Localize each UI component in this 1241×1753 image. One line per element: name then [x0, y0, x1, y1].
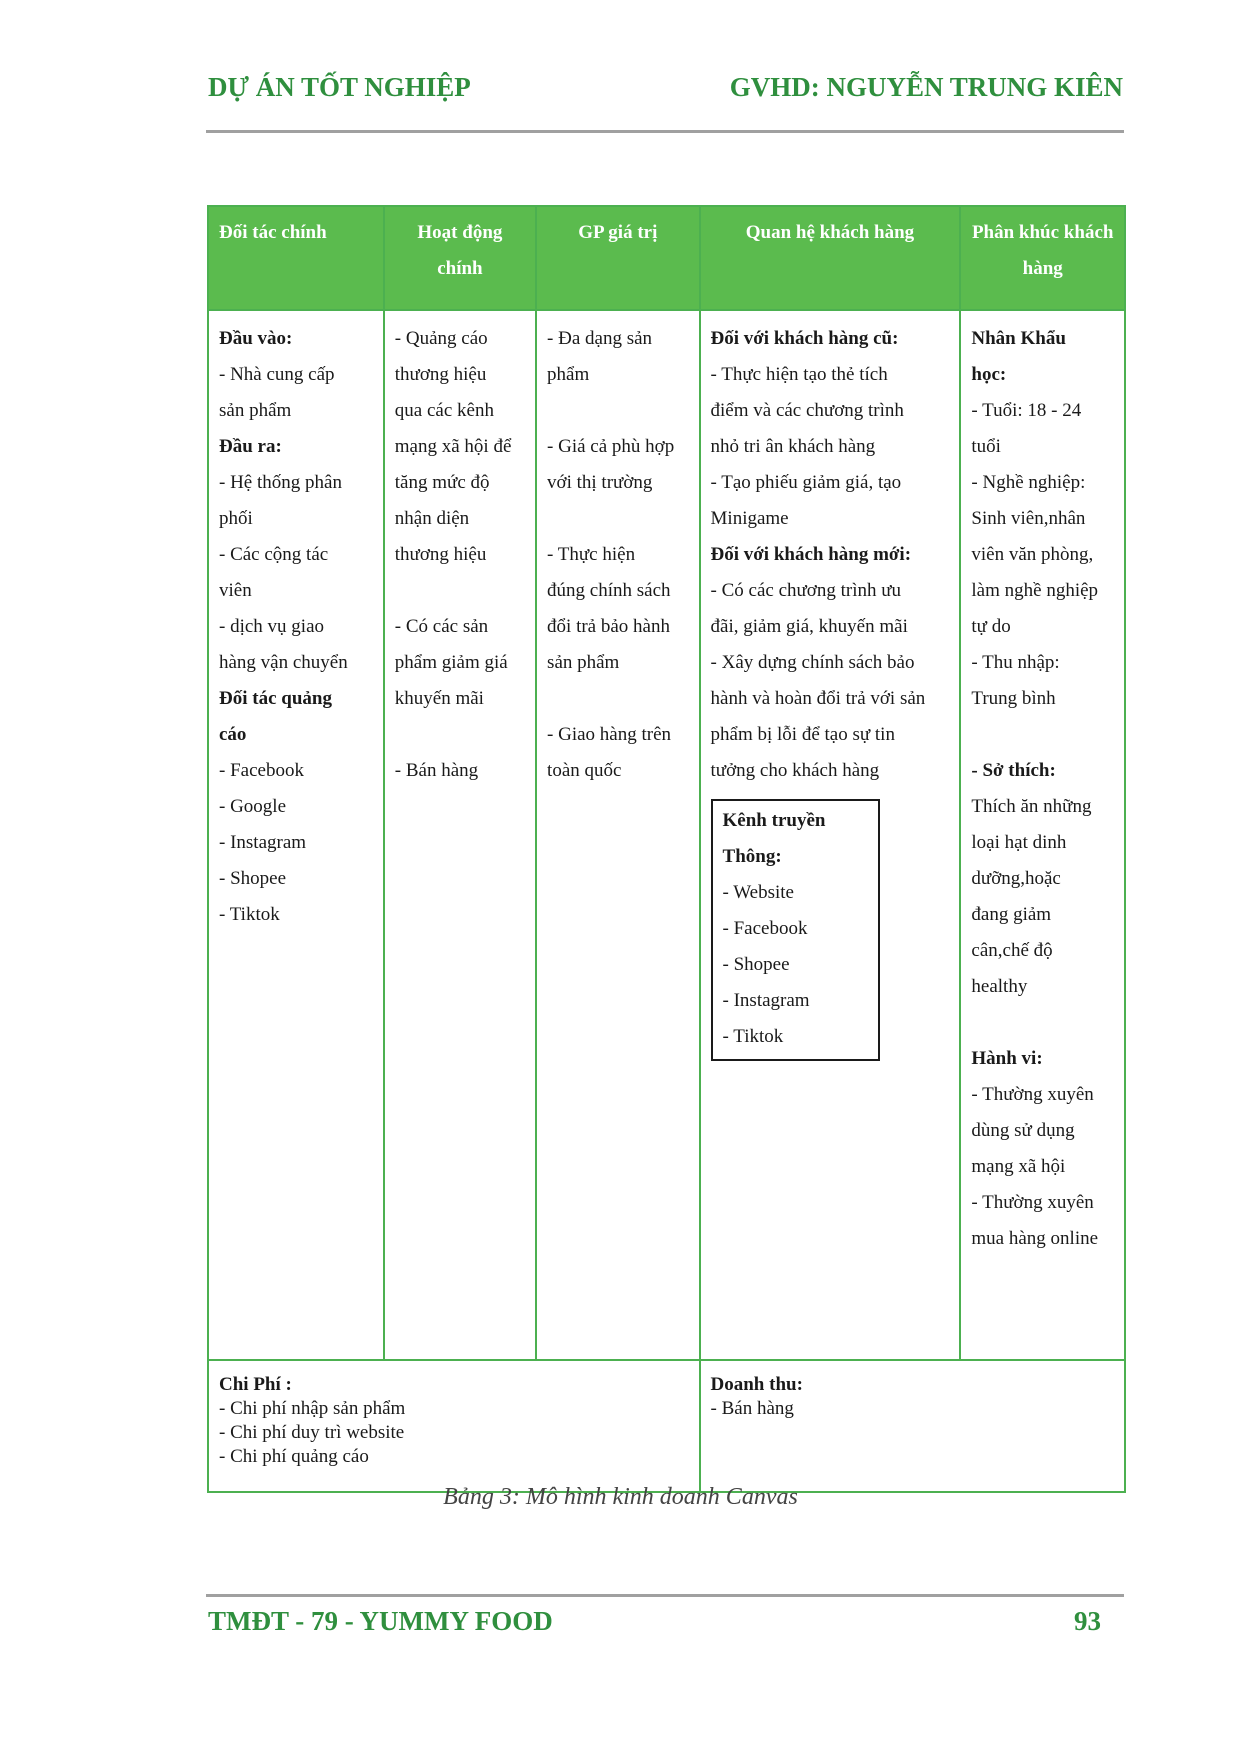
list-item: - Thu nhập: — [971, 652, 1060, 673]
list-item: dưỡng,hoặc — [971, 868, 1061, 889]
list-item: - Thường xuyên — [971, 1192, 1094, 1213]
list-item: - Có các chương trình ưu — [710, 580, 902, 601]
list-item: healthy — [971, 976, 1028, 997]
list-item: - Các cộng tác — [219, 544, 329, 565]
list-item: đổi trả bảo hành — [547, 616, 670, 637]
list-item: - Nhà cung cấp — [219, 364, 335, 385]
cell-revenue — [700, 1360, 1125, 1492]
list-item: nhỏ tri ân khách hàng — [710, 436, 876, 457]
cell-costs — [208, 1360, 700, 1492]
list-item: - Bán hàng — [394, 760, 479, 781]
list-item: với thị trường — [547, 472, 653, 493]
list-item: - Chi phí duy trì website — [219, 1422, 405, 1443]
list-item: - Tuổi: 18 - 24 — [971, 400, 1082, 421]
channels-title: Thông: — [722, 846, 782, 867]
list-item: - Nghề nghiệp: — [971, 472, 1086, 493]
table-header-row — [208, 206, 1125, 310]
list-item: nhận diện — [394, 508, 470, 529]
list-item: - Hệ thống phân — [219, 472, 342, 493]
list-item: thương hiệu — [394, 364, 487, 385]
list-item: - Giá cả phù hợp — [547, 436, 675, 457]
header-customer-relationships: Quan hệ khách hàng — [700, 206, 961, 310]
new-customers-title: Đối với khách hàng mới: — [710, 544, 912, 565]
list-item: mua hàng online — [971, 1228, 1099, 1249]
list-item: đãi, giảm giá, khuyến mãi — [710, 616, 908, 637]
list-item: - Chi phí quảng cáo — [219, 1446, 369, 1467]
list-item: tự do — [971, 616, 1011, 637]
list-item: - Chi phí nhập sản phẩm — [219, 1398, 406, 1419]
list-item: mạng xã hội để — [394, 436, 512, 457]
list-item: tăng mức độ — [394, 472, 490, 493]
hobby-title: - Sở thích: — [971, 760, 1056, 781]
cell-key-activities — [384, 310, 536, 1360]
costs-title: Chi Phí : — [219, 1374, 292, 1395]
list-item: - Xây dựng chính sách bảo — [710, 652, 915, 673]
ads-title: cáo — [219, 724, 247, 745]
list-item: sản phẩm — [219, 400, 292, 421]
list-item: phẩm — [547, 364, 590, 385]
list-item: - Thực hiện — [547, 544, 636, 565]
list-item: - Website — [722, 882, 794, 903]
list-item: hàng vận chuyển — [219, 652, 348, 673]
cell-customer-segments — [960, 310, 1125, 1360]
list-item: - Instagram — [722, 990, 810, 1011]
list-item: Minigame — [710, 508, 789, 529]
demographics-title: học: — [971, 364, 1007, 385]
cell-customer-relationships — [700, 310, 961, 1360]
input-title: Đầu vào: — [219, 328, 293, 349]
list-item: tuổi — [971, 436, 1001, 457]
table-caption: Bảng 3: Mô hình kinh doanh Canvas — [443, 1484, 798, 1510]
list-item: dùng sử dụng — [971, 1120, 1075, 1141]
header-project-title: DỰ ÁN TỐT NGHIỆP — [208, 72, 471, 102]
list-item: đúng chính sách — [547, 580, 671, 601]
list-item: - Đa dạng sản — [547, 328, 653, 349]
page-number: 93 — [1074, 1606, 1101, 1636]
list-item: phối — [219, 508, 253, 529]
channels-title: Kênh truyền — [722, 810, 826, 831]
list-item: toàn quốc — [547, 760, 622, 781]
list-item: điểm và các chương trình — [710, 400, 904, 421]
list-item: khuyến mãi — [394, 688, 484, 709]
canvas-table — [207, 205, 1126, 1493]
list-item: làm nghề nghiệp — [971, 580, 1099, 601]
table-bottom-row — [208, 1360, 1125, 1492]
list-item: Thích ăn những — [971, 796, 1092, 817]
header-advisor: GVHD: NGUYỄN TRUNG KIÊN — [729, 72, 1123, 102]
cell-value-propositions — [536, 310, 699, 1360]
list-item: sản phẩm — [547, 652, 620, 673]
list-item: - Thực hiện tạo thẻ tích — [710, 364, 888, 385]
cell-key-partners — [208, 310, 384, 1360]
table-body-row — [208, 310, 1125, 1360]
list-item: - Instagram — [219, 832, 307, 853]
output-title: Đầu ra: — [219, 436, 282, 457]
list-item: Sinh viên,nhân — [971, 508, 1086, 529]
list-item: hành và hoàn đổi trả với sản — [710, 688, 926, 709]
header-key-partners: Đối tác chính — [208, 206, 384, 310]
list-item: - Tạo phiếu giảm giá, tạo — [710, 472, 902, 493]
list-item: - Quảng cáo — [394, 328, 488, 349]
list-item: - Shopee — [722, 954, 790, 975]
list-item: viên văn phòng, — [971, 544, 1094, 565]
header-key-activities: Hoạt động chính — [384, 206, 536, 310]
list-item: phẩm giảm giá — [394, 652, 508, 673]
list-item: phẩm bị lỗi để tạo sự tin — [710, 724, 895, 745]
list-item: - Giao hàng trên — [547, 724, 672, 745]
list-item: - Shopee — [219, 868, 287, 889]
list-item: - Có các sản — [394, 616, 489, 637]
header-value-propositions: GP giá trị — [536, 206, 699, 310]
list-item: loại hạt dinh — [971, 832, 1067, 853]
list-item: đang giảm — [971, 904, 1052, 925]
list-item: - dịch vụ giao — [219, 616, 325, 637]
list-item: qua các kênh — [394, 400, 494, 421]
list-item: - Bán hàng — [710, 1398, 794, 1419]
list-item: - Tiktok — [722, 1026, 784, 1047]
demographics-title: Nhân Khẩu — [971, 328, 1066, 349]
behavior-title: Hành vi: — [971, 1048, 1043, 1069]
footer-divider — [206, 1594, 1124, 1597]
footer-project-name: TMĐT - 79 - YUMMY FOOD — [208, 1606, 553, 1636]
header-divider — [206, 130, 1124, 133]
list-item: - Thường xuyên — [971, 1084, 1094, 1105]
list-item: - Facebook — [219, 760, 304, 781]
list-item: thương hiệu — [394, 544, 487, 565]
list-item: - Google — [219, 796, 287, 817]
list-item: Trung bình — [971, 688, 1056, 709]
header-customer-segments: Phân khúc khách hàng — [960, 206, 1125, 310]
revenue-title: Doanh thu: — [710, 1374, 803, 1395]
ads-title: Đối tác quảng — [219, 688, 332, 709]
list-item: tưởng cho khách hàng — [710, 760, 880, 781]
list-item: cân,chế độ — [971, 940, 1053, 961]
list-item: viên — [219, 580, 252, 601]
list-item: mạng xã hội — [971, 1156, 1066, 1177]
channels-box — [711, 799, 880, 1061]
list-item: - Tiktok — [219, 904, 280, 925]
old-customers-title: Đối với khách hàng cũ: — [710, 328, 899, 349]
list-item: - Facebook — [722, 918, 808, 939]
